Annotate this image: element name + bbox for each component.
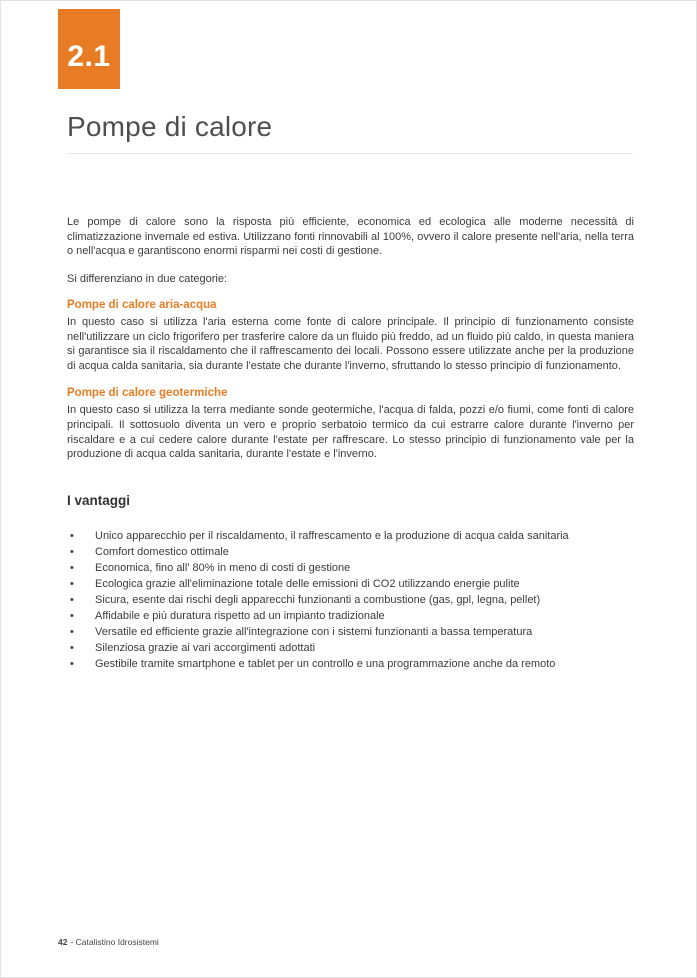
page-content [67,215,634,673]
title-divider [67,153,633,154]
list-item: • Comfort domestico ottimale [67,545,634,560]
section-number: 2.1 [67,40,111,73]
intro-paragraph: Le pompe di calore sono la risposta più efficiente, economica ed ecologica alle moderne necessità di climatizzazione invernale ed estiva. Utilizzano fonti rinnovabili al 100%, ovvero il calore presente nell'aria, nella terra o nell'acqua e garantiscono enormi risparmi nei costi di gestione. [67,216,634,258]
categories-line: Si differenziano in due categorie: [67,272,228,285]
section-heading-aria-acqua: Pompe di calore aria-acqua [67,299,217,312]
footer-page-number: 42 [58,937,68,947]
list-item: • Silenziosa grazie ai vari accorgimenti adottati [67,641,634,656]
list-item: • Gestibile tramite smartphone e tablet per un controllo e una programmazione anche da remoto [67,657,634,672]
list-item: • Versatile ed efficiente grazie all'integrazione con i sistemi funzionanti a bassa temperatura [67,625,634,640]
advantages-list [67,529,634,672]
section-body-geotermiche: In questo caso si utilizza la terra mediante sonde geotermiche, l'acqua di falda, pozzi e/o fiumi, come fonti di calore principali. Il sottosuolo diventa un vero e proprio serbatoio termico da cui estrarre calore durante l'inverno per riscaldare e a cui cedere calore durante l'estate per raffrescare. Lo stesso principio di funzionamento vale per la produzione di acqua calda sanitaria, durante l'estate e l'inverno. [67,404,634,461]
page-footer [58,937,159,947]
list-item: • Sicura, esente dai rischi degli apparecchi funzionanti a combustione (gas, gpl, legna, pellet) [67,593,634,608]
list-item: • Economica, fino all' 80% in meno di costi di gestione [67,561,634,576]
section-geotermiche [67,386,634,461]
section-aria-acqua [67,298,634,373]
page-title: Pompe di calore [67,111,273,142]
list-item: • Unico apparecchio per il riscaldamento, il raffrescamento e la produzione di acqua calda sanitaria [67,529,634,544]
section-number-badge [58,9,120,89]
list-item: • Affidabile e più duratura rispetto ad un impianto tradizionale [67,609,634,624]
list-item: • Ecologica grazie all'eliminazione totale delle emissioni di CO2 utilizzando energie pulite [67,577,634,592]
advantages-heading: I vantaggi [67,492,131,508]
section-heading-geotermiche: Pompe di calore geotermiche [67,387,228,400]
section-body-aria-acqua: In questo caso si utilizza l'aria esterna come fonte di calore principale. Il principio di funzionamento consiste nell'utilizzare un ciclo frigorifero per trasferire calore da un fluido più freddo, ad un fluido più caldo, in questa maniera si garantisce sia il riscaldamento che il raffrescamento dei locali. Possono essere utilizzate anche per la produzione di acqua calda sanitaria, sia durante l'estate che durante l'inverno, sfruttando lo stesso principio di funzionamento. [67,316,634,372]
footer-label: - Catalistino Idrosistemi [70,937,159,947]
